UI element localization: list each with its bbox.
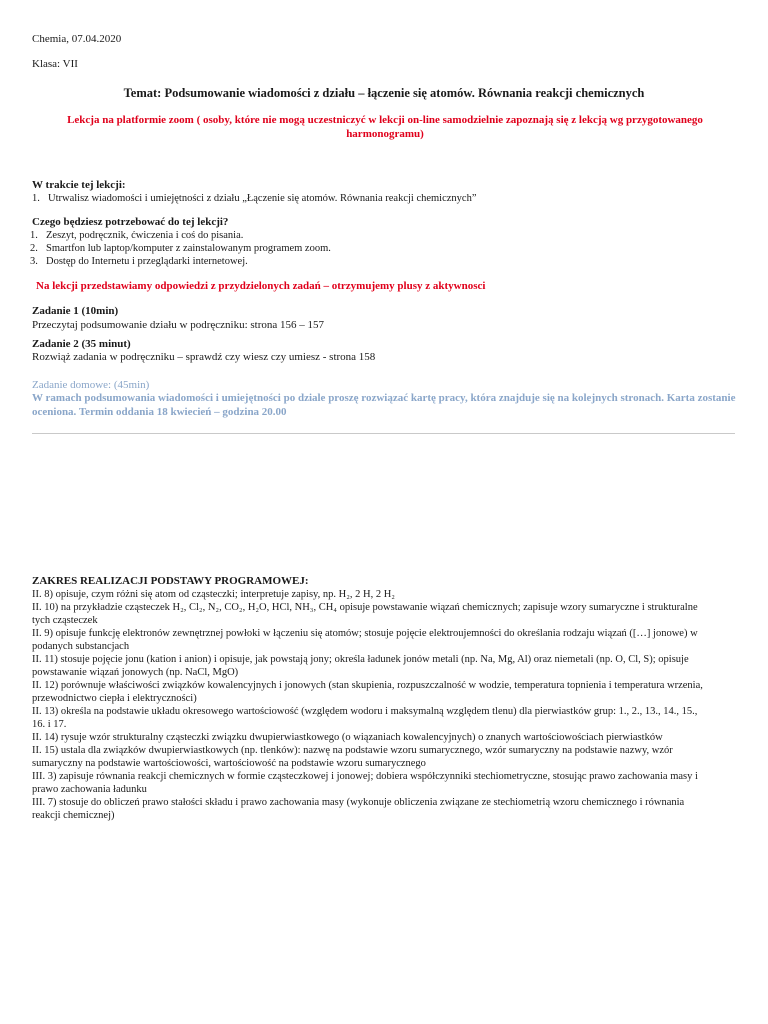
list-item-text: Dostęp do Internetu i przeglądarki internetowej. (46, 256, 248, 267)
curriculum-line: II. 11) stosuje pojęcie jonu (kation i anion) i opisuje, jak powstają jony; określa ładunek jonów metali (np. Na, Mg, Al) oraz niemetali (np. O, Cl, S); opisuje (32, 654, 689, 665)
list-item-number: 1. (32, 193, 40, 204)
task-2-title: Zadanie 2 (35 minut) (32, 338, 131, 350)
curriculum-line: II. 8) opisuje, czym różni się atom od cząsteczki; interpretuje zapisy, np. H₂, 2 H, 2 H₂ (32, 589, 395, 600)
list-item-text: Smartfon lub laptop/komputer z zainstalowanym programem zoom. (46, 243, 331, 254)
answers-note: Na lekcji przedstawiamy odpowiedzi z przydzielonych zadań – otrzymujemy plusy z aktywnosci (36, 280, 486, 292)
horizontal-divider (32, 433, 735, 434)
list-item-number: 2. (30, 243, 38, 254)
curriculum-heading: ZAKRES REALIZACJI PODSTAWY PROGRAMOWEJ: (32, 575, 309, 587)
homework-title: Zadanie domowe: (45min) (32, 379, 150, 391)
curriculum-line: III. 3) zapisuje równania reakcji chemicznych w formie cząsteczkowej i jonowej; dobiera współczynniki stechiometryczne, stosując prawo zachowania masy i (32, 771, 698, 782)
needs-heading: Czego będziesz potrzebować do tej lekcji? (32, 216, 229, 228)
list-item-text: Zeszyt, podręcznik, ćwiczenia i coś do pisania. (46, 230, 244, 241)
zoom-note-line1: Lekcja na platformie zoom ( osoby, które nie mogą uczestniczyć w lekcji on-line samodzielnie zapoznają się z lekcją wg przygotowanego (67, 114, 703, 126)
curriculum-line: prawo zachowania ładunku (32, 784, 147, 795)
list-item (30, 242, 331, 255)
curriculum-line: podanych substancjach (32, 641, 130, 652)
list-item (30, 255, 331, 268)
list-item-text: Utrwalisz wiadomości i umiejętności z działu „Łączenie się atomów. Równania reakcji chemicznych” (48, 193, 477, 204)
curriculum-line: II. 10) na przykładzie cząsteczek H₂, Cl₂, N₂, CO₂, H₂O, HCl, NH₃, CH₄ opisuje powstawanie wiązań chemicznych; zapisuje wzory sumaryczne i strukturalne (32, 602, 698, 613)
lesson-topic-title: Temat: Podsumowanie wiadomości z działu – łączenie się atomów. Równania reakcji chemicznych (123, 86, 645, 100)
list-item-number: 1. (30, 230, 38, 241)
curriculum-line: II. 13) określa na podstawie układu okresowego wartościowość (względem wodoru i maksymalną względem tlenu) dla pierwiastków grup: 1., 2., 13., 14., 15., (32, 706, 698, 717)
date-line: Chemia, 07.04.2020 (32, 33, 122, 45)
homework-line2: oceniona. Termin oddania 18 kwiecień – godzina 20.00 (32, 406, 287, 418)
during-lesson-list (32, 192, 477, 205)
curriculum-line: III. 7) stosuje do obliczeń prawo stałości składu i prawo zachowania masy (wykonuje obliczenia związane ze stechiometrią wzoru chemicznego i równania (32, 797, 685, 808)
during-lesson-heading: W trakcie tej lekcji: (32, 179, 126, 191)
list-item-number: 3. (30, 256, 38, 267)
curriculum-line: sumaryczny na podstawie wartościowości, wartościowość na podstawie wzoru sumarycznego (32, 758, 426, 769)
curriculum-line: II. 9) opisuje funkcję elektronów zewnętrznej powłoki w łączeniu się atomów; stosuje pojęcie elektroujemności do określania rodzaju wiązań ([…] jonowe) w (32, 628, 698, 639)
task-1-text: Przeczytaj podsumowanie działu w podręczniku: strona 156 – 157 (32, 319, 325, 331)
homework-line1: W ramach podsumowania wiadomości i umiejętności po dziale proszę rozwiązać kartę pracy, która znajduje się na kolejnych stronach. Karta zostanie (32, 392, 736, 404)
curriculum-line: reakcji chemicznej) (32, 810, 115, 821)
needs-list (30, 229, 331, 268)
task-2-text: Rozwiąż zadania w podręczniku – sprawdź czy wiesz czy umiesz - strona 158 (32, 351, 376, 363)
curriculum-line: II. 14) rysuje wzór strukturalny cząsteczki związku dwupierwiastkowego (o wiązaniach kowalencyjnych) o znanych wartościowościach pierwiastków (32, 732, 663, 743)
curriculum-line: tych cząsteczek (32, 615, 98, 626)
curriculum-line: 16. i 17. (32, 719, 67, 730)
zoom-note-line2: harmonogramu) (346, 128, 424, 140)
class-line: Klasa: VII (32, 58, 78, 70)
list-item (30, 229, 331, 242)
curriculum-line: II. 15) ustala dla związków dwupierwiastkowych (np. tlenków): nazwę na podstawie wzoru sumarycznego, wzór sumaryczny na podstawie nazwy, wzór (32, 745, 673, 756)
curriculum-line: II. 12) porównuje właściwości związków kowalencyjnych i jonowych (stan skupienia, rozpuszczalność w wodzie, temperatura topnienia i temperatura wrzenia, (32, 680, 703, 691)
curriculum-line: przewodnictwo ciepła i elektryczności) (32, 693, 197, 704)
curriculum-lines (32, 588, 744, 822)
task-1-title: Zadanie 1 (10min) (32, 305, 119, 317)
curriculum-line: powstawanie wiązań jonowych (np. NaCl, MgO) (32, 667, 239, 678)
